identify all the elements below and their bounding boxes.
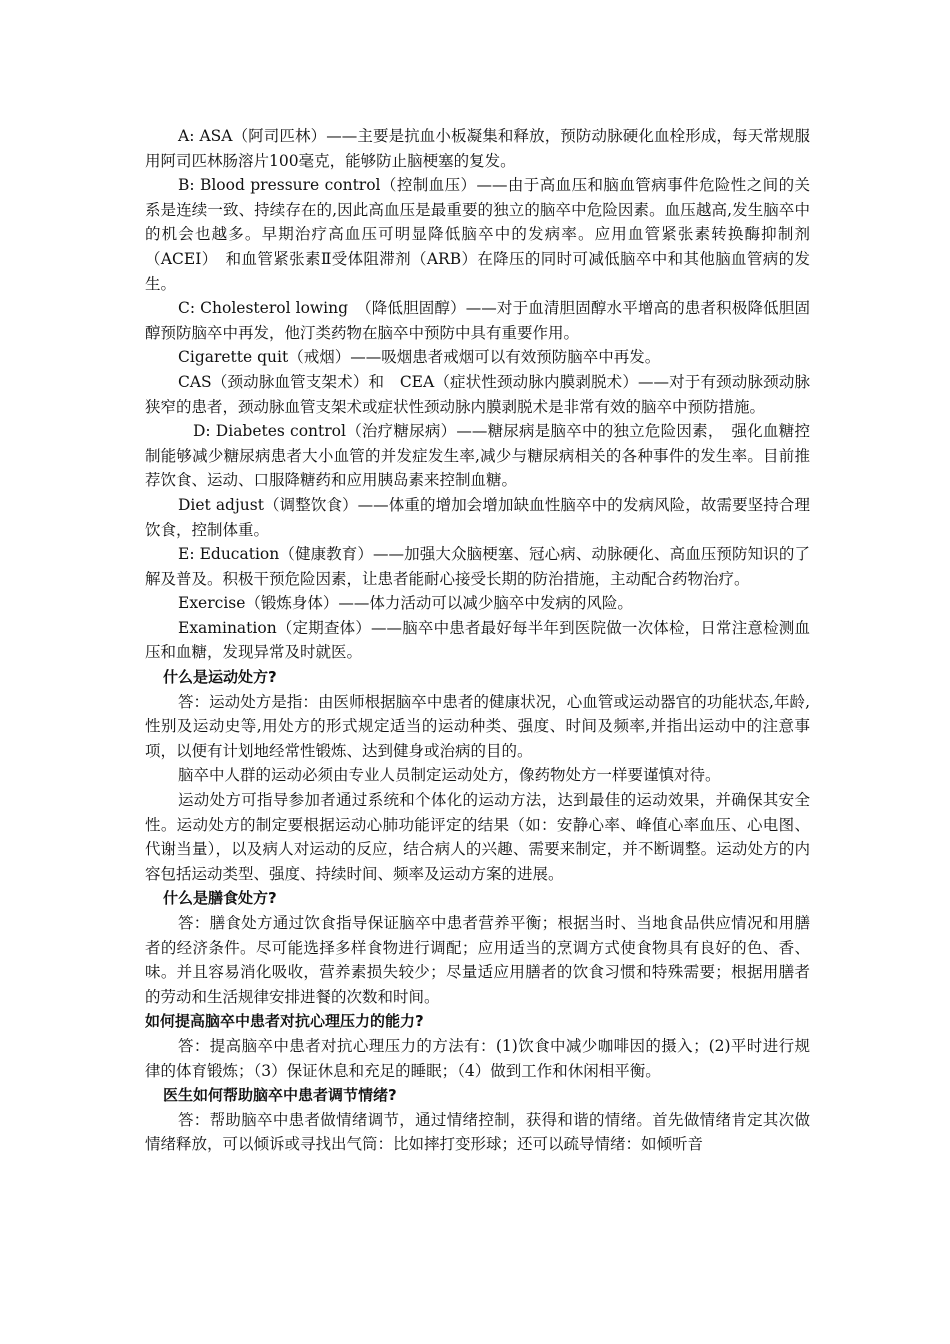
answer-diet-prescription: 答：膳食处方通过饮食指导保证脑卒中患者营养平衡；根据当时、当地食品供应情况和用膳者的经济条件。尽可能选择多样食物进行调配；应用适当的烹调方式使食物具有良好的色、香、味。并且容易消化吸收，营养素损失较少；尽量适应用膳者的饮食习惯和特殊需要；根据用膳者的劳动和生活规律安排进餐的次数和时间。 [145, 914, 810, 1006]
heading-diet-prescription: 什么是膳食处方? [163, 889, 277, 908]
paragraph-cas-cea: CAS（颈动脉血管支架术）和 CEA（症状性颈动脉内膜剥脱术）——对于有颈动脉颈动脉狭窄的患者，颈动脉血管支架术或症状性颈动脉内膜剥脱术是非常有效的脑卒中预防措施。 [145, 372, 810, 416]
heading-exercise-prescription: 什么是运动处方? [163, 668, 277, 687]
paragraph-education: E: Education（健康教育）——加强大众脑梗塞、冠心病、动脉硬化、高血压预防知识的了解及普及。积极干预危险因素，让患者能耐心接受长期的防治措施，主动配合药物治疗。 [145, 545, 810, 588]
heading-emotion-regulation: 医生如何帮助脑卒中患者调节情绪? [163, 1086, 397, 1105]
paragraph-asa: A: ASA（阿司匹林）——主要是抗血小板凝集和释放，预防动脉硬化血栓形成，每天常规服用阿司匹林肠溶片100毫克，能够防止脑梗塞的复发。 [145, 127, 810, 170]
paragraph-examination: Examination（定期查体）——脑卒中患者最好每半年到医院做一次体检，日常注意检测血压和血糖，发现异常及时就医。 [145, 618, 810, 662]
answer-stress-resistance: 答：提高脑卒中患者对抗心理压力的方法有：(1)饮食中减少咖啡因的摄入；(2)平时进行规律的体育锻炼；（3）保证休息和充足的睡眠；（4）做到工作和休闲相平衡。 [145, 1036, 810, 1080]
heading-stress-resistance: 如何提高脑卒中患者对抗心理压力的能力? [145, 1012, 424, 1031]
answer-emotion-regulation: 答：帮助脑卒中患者做情绪调节，通过情绪控制，获得和谐的情绪。首先做情绪肯定其次做情绪释放，可以倾诉或寻找出气筒：比如摔打变形球；还可以疏导情绪：如倾听音 [145, 1110, 810, 1154]
paragraph-cigarette: Cigarette quit（戒烟）——吸烟患者戒烟可以有效预防脑卒中再发。 [178, 348, 661, 367]
paragraph-diet: Diet adjust（调整饮食）——体重的增加会增加缺血性脑卒中的发病风险，故需要坚持合理饮食，控制体重。 [145, 495, 810, 539]
paragraph-cholesterol: C: Cholesterol lowing （降低胆固醇）——对于血清胆固醇水平增高的患者积极降低胆固醇预防脑卒中再发，他汀类药物在脑卒中预防中具有重要作用。 [145, 299, 810, 342]
paragraph-diabetes: D: Diabetes control（治疗糖尿病）——糖尿病是脑卒中的独立危险因素， 强化血糖控制能够减少糖尿病患者大小血管的并发症发生率,减少与糖尿病相关的各种事件的发生率。目前推荐饮食、运动、口服降糖药和应用胰岛素来控制血糖。 [145, 422, 810, 490]
paragraph-prescription-guidance: 运动处方可指导参加者通过系统和个体化的运动方法，达到最佳的运动效果，并确保其安全性。运动处方的制定要根据运动心肺功能评定的结果（如：安静心率、峰值心率血压、心电图、代谢当量），以及病人对运动的反应，结合病人的兴趣、需要来制定，并不断调整。运动处方的内容包括运动类型、强度、持续时间、频率及运动方案的进展。 [145, 791, 810, 883]
document-page [145, 124, 810, 1157]
answer-exercise-prescription: 答：运动处方是指：由医师根据脑卒中患者的健康状况，心血管或运动器官的功能状态,年龄,性别及运动史等,用处方的形式规定适当的运动种类、强度、时间及频率,并指出运动中的注意事项，以便有计划地经常性锻炼、达到健身或治病的目的。 [145, 692, 810, 760]
paragraph-exercise: Exercise（锻炼身体）——体力活动可以减少脑卒中发病的风险。 [178, 594, 633, 613]
paragraph-stroke-exercise: 脑卒中人群的运动必须由专业人员制定运动处方，像药物处方一样要谨慎对待。 [178, 766, 721, 785]
paragraph-blood-pressure: B: Blood pressure control（控制血压）——由于高血压和脑血管病事件危险性之间的关系是连续一致、持续存在的,因此高血压是最重要的独立的脑卒中危险因素。血压越高,发生脑卒中的机会也越多。早期治疗高血压可明显降低脑卒中的发病率。应用血管紧张素转换酶抑制剂（ACEI） 和血管紧张素Ⅱ受体阻滞剂（ARB）在降压的同时可减低脑卒中和其他脑血管病的发生。 [145, 176, 810, 293]
